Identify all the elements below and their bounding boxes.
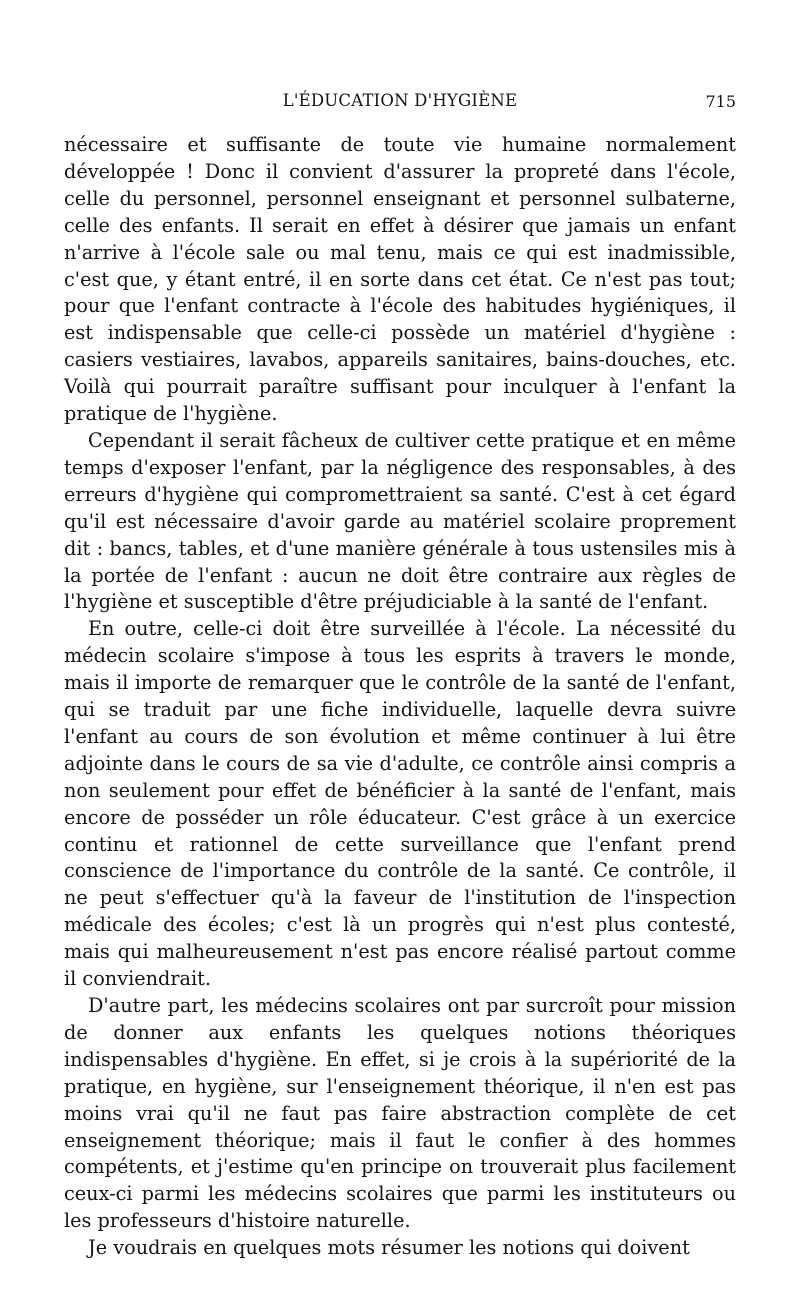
running-head <box>64 88 736 114</box>
paragraph: D'autre part, les médecins scolaires ont par surcroît pour mission de donner aux enfants les quelques notions théoriques indispensables d'hygiène. En effet, si je crois à la supériorité de la pratique, en hygiène, sur l'enseignement théorique, il n'en est pas moins vrai qu'il ne faut pas faire abstraction complète de cet enseignement théorique; mais il faut le confier à des hommes compétents, et j'estime qu'en principe on trouverait plus facilement ceux-ci parmi les médecins scolaires que parmi les instituteurs ou les professeurs d'histoire naturelle. <box>64 994 736 1233</box>
page-number: 715 <box>705 92 736 111</box>
running-title: L'ÉDUCATION D'HYGIÈNE <box>282 91 518 110</box>
paragraph-continued: nécessaire et suffisante de toute vie humaine normalement développée ! Donc il convient d'assurer la propreté dans l'école, celle du personnel, personnel enseignant et personnel sulbaterne, celle des enfants. Il serait en effet à désirer que jamais un enfant n'arrive à l'école sale ou mal tenu, mais ce qui est inadmissible, c'est que, y étant entré, il en sorte dans cet état. Ce n'est pas tout; pour que l'enfant contracte à l'école des habitudes hygiéniques, il est indispensable que celle-ci possède un matériel d'hygiène : casiers vestiaires, lavabos, appareils sanitaires, bains-douches, etc. Voilà qui pourrait paraître suffisant pour inculquer à l'enfant la pratique de l'hygiène. <box>64 133 736 426</box>
paragraph: En outre, celle-ci doit être surveillée à l'école. La nécessité du médecin scolaire s'impose à tous les esprits à travers le monde, mais il importe de remarquer que le contrôle de la santé de l'enfant, qui se traduit par une fiche individuelle, laquelle devra suivre l'enfant au cours de son évolution et même continuer à lui être adjointe dans le cours de sa vie d'adulte, ce contrôle ainsi compris a non seulement pour effet de bénéficier à la santé de l'enfant, mais encore de posséder un rôle éducateur. C'est grâce à un exercice continu et rationnel de cette surveillance que l'enfant prend conscience de l'importance du contrôle de la santé. Ce contrôle, il ne peut s'effectuer qu'à la faveur de l'institution de l'inspection médicale des écoles; c'est là un progrès qui n'est plus contesté, mais qui malheureusement n'est pas encore réalisé partout comme il conviendrait. <box>64 617 736 991</box>
body-text <box>64 132 736 1262</box>
paragraph: Cependant il serait fâcheux de cultiver cette pratique et en même temps d'exposer l'enfant, par la négligence des responsables, à des erreurs d'hygiène qui compromettraient sa santé. C'est à cet égard qu'il est nécessaire d'avoir garde au matériel scolaire proprement dit : bancs, tables, et d'une manière générale à tous ustensiles mis à la portée de l'enfant : aucun ne doit être contraire aux règles de l'hygiène et susceptible d'être préjudiciable à la santé de l'enfant. <box>64 428 736 614</box>
paragraph: Je voudrais en quelques mots résumer les notions qui doivent <box>88 1236 690 1260</box>
